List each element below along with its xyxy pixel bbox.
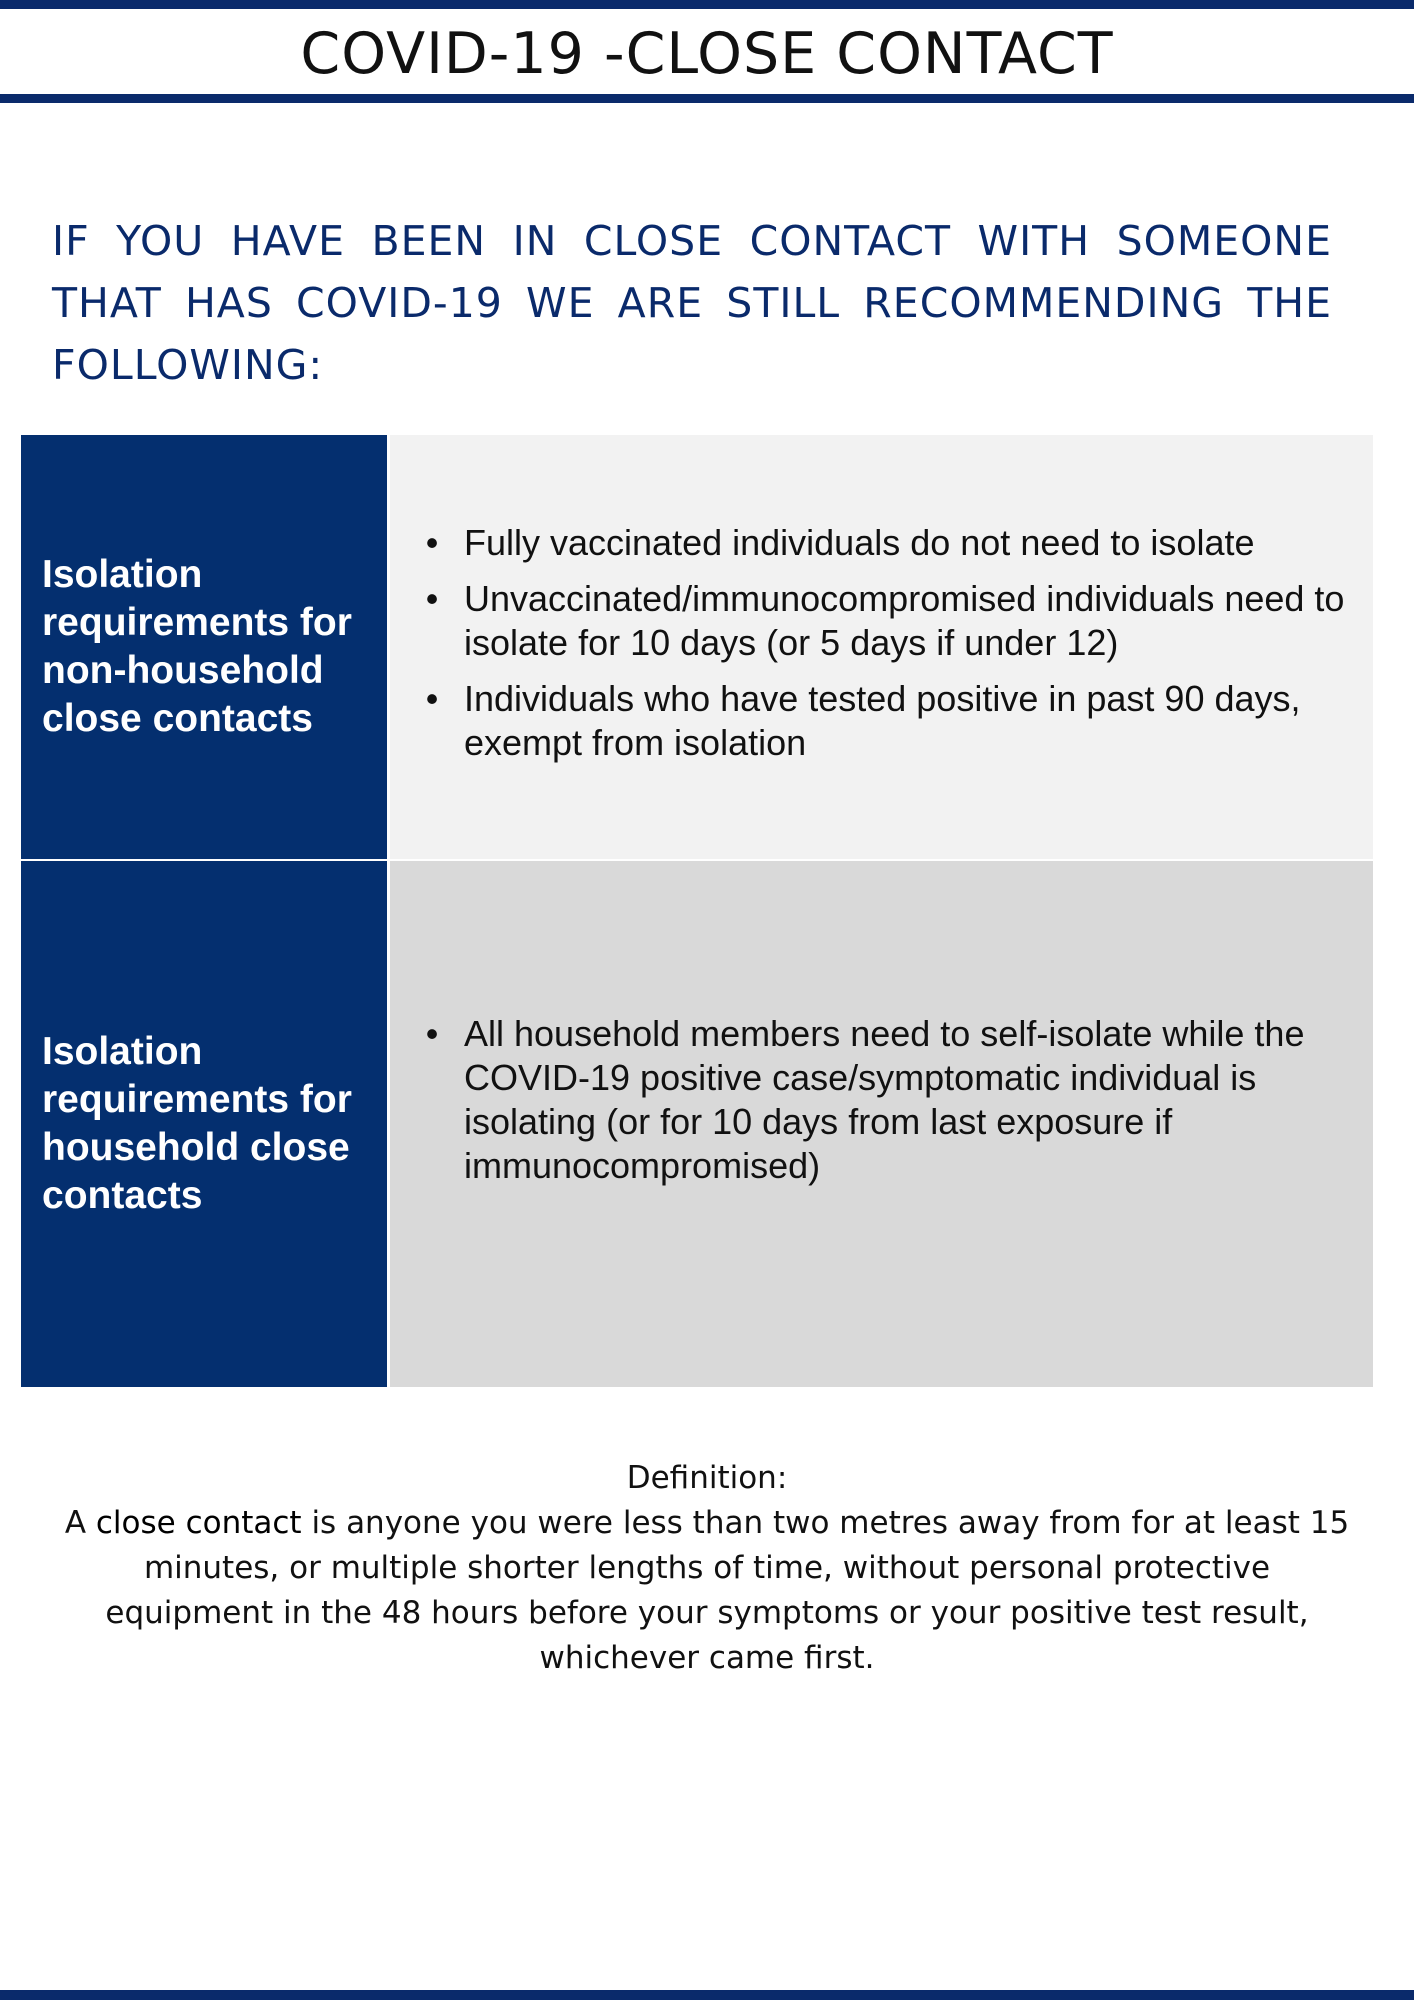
definition-heading: Definition: <box>626 1460 788 1496</box>
definition-term: close contact <box>95 1505 302 1541</box>
list-item-text: Unvaccinated/immunocompromised individuals need to isolate for 10 days (or 5 days if under 12) <box>464 578 1345 663</box>
definition-prefix: A <box>64 1505 96 1541</box>
list-item <box>422 521 1359 565</box>
row-content-household <box>390 861 1376 1387</box>
bullet-icon: • <box>425 678 439 719</box>
table-row <box>21 861 1376 1387</box>
list-item-text: All household members need to self-isolate while the COVID-19 positive case/symptomatic individual is isolating (or for 10 days from last exposure if immunocompromised) <box>464 1013 1305 1186</box>
list-item-text: Individuals who have tested positive in past 90 days, exempt from isolation <box>464 678 1301 763</box>
list-item <box>422 1012 1359 1188</box>
top-rule <box>0 0 1414 9</box>
list-item <box>422 677 1359 765</box>
bullet-icon: • <box>425 578 439 619</box>
list-item <box>422 577 1359 665</box>
bullet-icon: • <box>425 1013 439 1054</box>
bullet-list <box>422 1012 1359 1188</box>
definition-block <box>60 1456 1354 1681</box>
intro-heading: IF YOU HAVE BEEN IN CLOSE CONTACT WITH SOMEONE THAT HAS COVID-19 WE ARE STILL RECOMMENDING THE FOLLOWING: <box>52 217 1332 389</box>
table-row <box>21 435 1376 859</box>
title-underline-rule <box>0 94 1414 103</box>
isolation-requirements-table <box>21 435 1376 1387</box>
row-label-household: Isolation requirements for household close contacts <box>21 861 387 1387</box>
list-item-text: Fully vaccinated individuals do not need to isolate <box>464 522 1255 563</box>
bullet-icon: • <box>425 522 439 563</box>
bottom-rule <box>0 1990 1414 2000</box>
bullet-list <box>422 521 1359 765</box>
page-title: COVID-19 -CLOSE CONTACT <box>300 21 1114 87</box>
definition-body: is anyone you were less than two metres away from for at least 15 minutes, or multiple shorter lengths of time, without personal protective equipment in the 48 hours before your symptoms or your positive test result, whichever came first. <box>105 1505 1350 1676</box>
row-label-non-household: Isolation requirements for non-household close contacts <box>21 435 387 859</box>
row-content-non-household <box>390 435 1376 859</box>
